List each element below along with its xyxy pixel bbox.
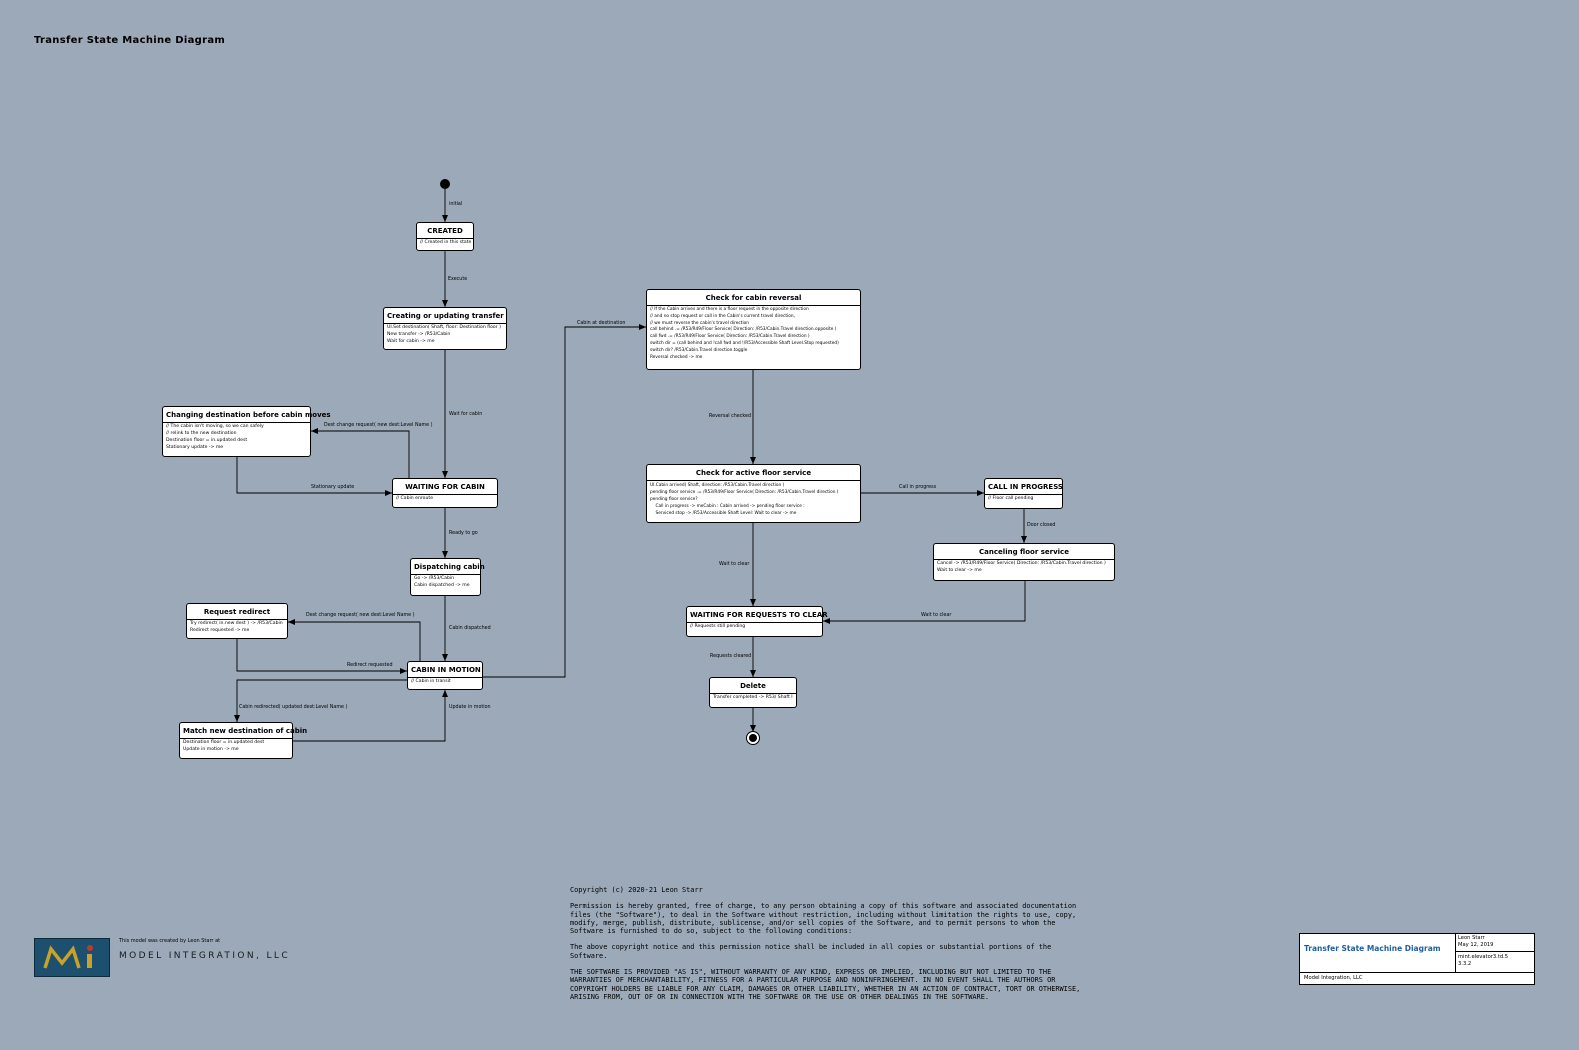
- state-match-new-destination[interactable]: [179, 722, 308, 759]
- state-activity: Cancel -> /R53/R49/Floor Service( Direction: /R53/Cabin.Travel direction ) Wait to clear -> me: [937, 561, 1106, 573]
- state-name: Delete: [710, 678, 796, 694]
- state-activity: UI.Set destination( Shaft, floor: Destination floor ) New transfer -> /R53/Cabin Wait for cabin -> me: [387, 325, 501, 344]
- logo-credit: This model was created by Leon Starr at: [119, 938, 221, 944]
- state-activity: Go -> /R53/Cabin Cabin dispatched -> me: [414, 576, 470, 588]
- state-activity: // Cabin in transit: [411, 679, 451, 684]
- label-requests-cleared: Requests cleared: [710, 654, 752, 659]
- transition-update-in-motion: [293, 690, 445, 741]
- state-dispatching-cabin[interactable]: [410, 558, 485, 596]
- title-block-divider: [1300, 972, 1534, 973]
- state-name: Canceling floor service: [934, 544, 1114, 560]
- page-title: Transfer State Machine Diagram: [34, 35, 226, 46]
- state-name: Check for cabin reversal: [647, 290, 860, 306]
- transition-dest-change-2: [288, 622, 420, 661]
- label-cabin-at-destination: Cabin at destination: [577, 321, 626, 326]
- label-wait-to-clear-2: Wait to clear: [921, 613, 952, 618]
- state-changing-destination[interactable]: [162, 406, 331, 457]
- state-delete[interactable]: [709, 677, 797, 708]
- title-block-divider: [1455, 951, 1534, 952]
- title-block-author: Leon Starr: [1458, 935, 1485, 941]
- label-reversal-checked: Reversal checked: [709, 414, 751, 419]
- state-activity: // The cabin isn't moving, so we can safely // relink to the new destination Destination floor = in.updated dest Stationary update -> me: [166, 424, 264, 450]
- label-cabin-dispatched: Cabin dispatched: [449, 626, 491, 631]
- copyright-notice-inclusion: The above copyright notice and this permission notice shall be included in all copies or substantial portions of the Software.: [570, 943, 1056, 960]
- copyright-permission: Permission is hereby granted, free of charge, to any person obtaining a copy of this software and associated documentation files (the "Software"), to deal in the Software without restriction, including without limitation the rights to use, copy, modify, merge, publish, distribute, sublicense, and/or sell copies of the Software, and to permit persons to whom the Software is furnished to do so, subject to the following conditions:: [570, 902, 1081, 936]
- state-check-cabin-reversal[interactable]: [646, 289, 861, 370]
- label-dest-change-1: Dest change request( new dest:Level Name ): [324, 423, 433, 428]
- final-pseudostate-core: [749, 734, 757, 742]
- state-canceling-floor-service[interactable]: [933, 543, 1115, 581]
- state-check-active-floor-service[interactable]: [646, 464, 861, 523]
- state-cabin-in-motion[interactable]: [407, 661, 483, 690]
- state-activity: // Floor call pending: [988, 496, 1034, 501]
- state-name: Creating or updating transfer: [384, 308, 506, 324]
- logo-company-name: MODEL INTEGRATION, LLC: [119, 951, 291, 961]
- label-ready-to-go: Ready to go: [449, 531, 478, 536]
- copyright-line: Copyright (c) 2020-21 Leon Starr: [570, 886, 703, 894]
- transition-dest-change-1: [311, 431, 409, 478]
- label-cabin-redirected: Cabin redirected( updated dest:Level Name ): [239, 705, 348, 710]
- state-name: WAITING FOR REQUESTS TO CLEAR: [687, 607, 822, 623]
- title-block-company: Model Integration, LLC: [1304, 975, 1363, 981]
- label-execute: Execute: [448, 277, 468, 282]
- title-block-domain: mint.elevator3.td.5: [1458, 954, 1509, 960]
- label-redirect-requested: Redirect requested: [347, 663, 393, 668]
- copyright-warranty: THE SOFTWARE IS PROVIDED "AS IS", WITHOUT WARRANTY OF ANY KIND, EXPRESS OR IMPLIED, INCLUDING BUT NOT LIMITED TO THE WARRANTIES OF MERCHANTABILITY, FITNESS FOR A PARTICULAR PURPOSE AND NONINFRINGEMENT. IN NO EVENT SHALL THE AUTHORS OR COPYRIGHT HOLDERS BE LIABLE FOR ANY CLAIM, DAMAGES OR OTHER LIABILITY, WHETHER IN AN ACTION OF CONTRACT, TORT OR OTHERWISE, ARISING FROM, OUT OF OR IN CONNECTION WITH THE SOFTWARE OR THE USE OR OTHER DEALINGS IN THE SOFTWARE.: [570, 968, 1085, 1001]
- company-logo: [34, 938, 110, 977]
- state-name: CALL IN PROGRESS: [985, 479, 1062, 495]
- state-name: WAITING FOR CABIN: [393, 479, 497, 495]
- title-block-version: 3.3.2: [1458, 961, 1472, 967]
- state-waiting-for-cabin[interactable]: [392, 478, 498, 508]
- state-activity: UI.Cabin arrived( Shaft, direction: /R53/Cabin.Travel direction ) pending floor service .= /R53/R49/Floor Service( Direction: /R53/Cabin.Travel direction ) pending floor service? Call in progress -> meCabin : Cabin arrived -> pending floor service : Serviced stop -> /R53/Accessible Shaft Level: Wait to clear -> me: [650, 483, 839, 516]
- state-creating-or-updating-transfer[interactable]: [383, 307, 507, 350]
- state-activity: // Cabin enroute: [396, 496, 434, 501]
- state-name: Match new destination of cabin: [180, 723, 292, 739]
- label-update-in-motion: Update in motion: [449, 705, 491, 710]
- state-activity: Destination floor = in.updated dest Update in motion -> me: [183, 740, 265, 752]
- state-name: CREATED: [417, 223, 473, 239]
- label-call-in-progress: Call in progress: [899, 485, 937, 490]
- transition-cabin-at-destination: [483, 327, 646, 677]
- label-dest-change-2: Dest change request( new dest:Level Name ): [306, 613, 415, 618]
- state-activity: // Created in this state: [420, 240, 472, 245]
- copyright-notice: [570, 886, 1090, 1009]
- state-request-redirect[interactable]: [186, 603, 288, 639]
- transition-cabin-redirected: [237, 680, 407, 722]
- initial-pseudostate: [440, 179, 450, 189]
- state-created[interactable]: [416, 222, 474, 251]
- title-block: [1299, 933, 1535, 985]
- state-activity: Transfer completed -> R53/ Shaft I: [713, 695, 793, 700]
- state-name: Request redirect: [187, 604, 287, 620]
- state-activity: Try redirect( in.new dest ) -> /R53/Cabin Redirect requested -> me: [190, 621, 283, 633]
- label-wait-for-cabin: Wait for cabin: [449, 412, 483, 417]
- state-name: CABIN IN MOTION: [408, 662, 482, 678]
- label-stationary-update: Stationary update: [311, 485, 355, 490]
- title-block-date: May 12, 2019: [1458, 942, 1494, 948]
- state-name: Check for active floor service: [647, 465, 860, 481]
- state-waiting-for-requests-to-clear[interactable]: [686, 606, 828, 637]
- state-call-in-progress[interactable]: [984, 478, 1063, 509]
- logo-mark-icon: [35, 939, 109, 976]
- label-door-closed: Door closed: [1027, 523, 1056, 528]
- title-block-divider: [1455, 934, 1456, 972]
- state-name: Changing destination before cabin moves: [163, 407, 310, 423]
- title-block-title: Transfer State Machine Diagram: [1304, 944, 1441, 953]
- state-activity: // If the Cabin arrives and there is a floor request in the opposite direction // and no stop request or call in the Cabin's current travel direction, // we must reverse the cabin's travel direction call behind .= /R53/R49/Floor Service( Direction: /R53/Cabin.Travel direction.opposite ) call fwd .= /R53/R49/Floor Service( Direction: /R53/Cabin.Travel direction ) switch dir = (call behind and !call fwd and !/R53/Accessible Shaft Level.Stop requested) switch dir? /R53/Cabin.Travel direction.toggle Reversal checked -> me: [650, 307, 839, 360]
- state-activity: // Requests still pending: [690, 624, 746, 629]
- label-wait-to-clear-1: Wait to clear: [719, 562, 750, 567]
- label-initial: initial: [449, 202, 463, 207]
- state-name: Dispatching cabin: [411, 559, 480, 575]
